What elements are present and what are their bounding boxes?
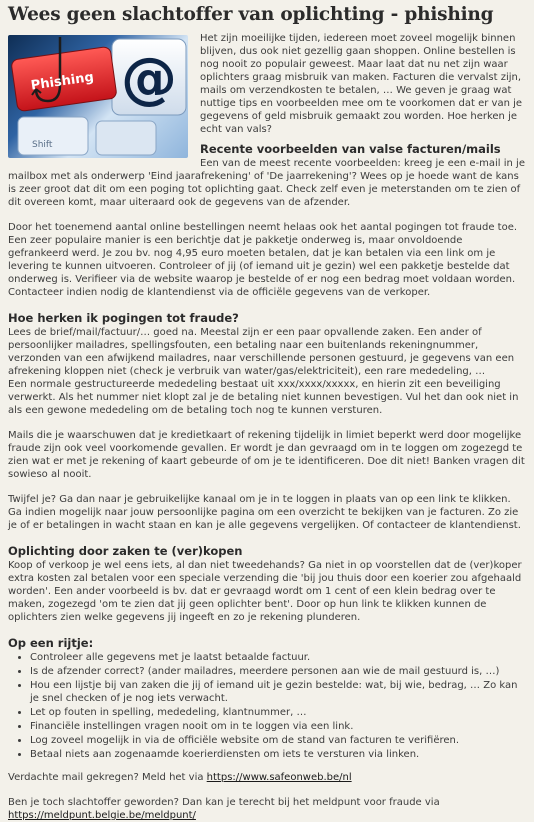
phishing-key-label: Phishing (30, 69, 95, 94)
safeonweb-link[interactable]: https://www.safeonweb.be/nl (206, 772, 352, 783)
intro-paragraph: Het zijn moeilijke tijden, iedereen moet zoveel mogelijk binnen blijven, dus ook niet gezellig gaan shoppen. Online bestellen is nog nooit zo populair geweest. Maar laat dat nu net zijn waar oplichters graag misbruik van maken. Facturen die vervalst zijn, mails om verzendkosten te betalen, … We geven je graag wat nuttige tips en voorbeelden mee om te voorkomen dat er van je gegevens of geld misbruik gemaakt zou worden. Hoe herken je echt van vals? (200, 33, 523, 135)
section-heading: Hoe herken ik pogingen tot fraude? (8, 311, 239, 325)
shift-key-label: Shift (32, 140, 53, 150)
paragraph: Twijfel je? Ga dan naar je gebruikelijke kanaal om je in te loggen in plaats van op een link te klikken. Ga indien mogelijk naar jouw persoonlijke pagina om een overzicht te bekijken van je facturen. Zo zie je of er betalingen in wacht staan en kan je alle gegevens vergelijken. Of contacteer de klantendienst. (8, 494, 521, 531)
intro-block (8, 32, 526, 221)
at-symbol: @ (121, 46, 177, 111)
list-item: • Hou een lijstje bij van zaken die jij of iemand uit je gezin bestelde: wat, bij wie, bedrag, … Zo kan je snel checken of je nog iets verwacht. (30, 679, 526, 705)
list-item: • Controleer alle gegevens met je laatst betaalde factuur. (30, 651, 526, 664)
victim-text: Ben je toch slachtoffer geworden? Dan kan je terecht bij het meldpunt voor fraude via (8, 797, 440, 808)
paragraph: Een van de meest recente voorbeelden: kreeg je een e-mail in je mailbox met als onderwerp 'Eind jaarafrekening' of 'De jaarrekening'? Wees op je hoede want de kans is zeer groot dat dit om een poging tot oplichting gaat. Check zelf even je meterstanden om te zien of dit overeen komt, maar uiteraard ook de gegevens van de afzender. (8, 158, 525, 208)
paragraph: Mails die je waarschuwen dat je kredietkaart of rekening tijdelijk in limiet beperkt werd door mogelijke fraude zijn ook veel voorkomende gevallen. Er wordt je dan gevraagd om in te loggen om zogezegd te zien wat er met je rekening of kaart gebeurde of om je te identificeren. Doe dit niet! Banken vragen dit sowieso al nooit. (8, 430, 525, 480)
tips-list (8, 651, 526, 761)
keyboard-illustration (8, 35, 188, 158)
section-heading: Op een rijtje: (8, 636, 94, 650)
paragraph: Door het toenemend aantal online bestellingen neemt helaas ook het aantal pogingen tot fraude toe. Een zeer populaire manier is een berichtje dat je pakketje onderweg is, maar onvoldoende gefrankeerd werd. Je zou bv. nog 4,95 euro moeten betalen, dat je kan betalen via een link om je levering te kunnen uitvoeren. Controleer of jij (of iemand uit je gezin) wel een pakketje bestelde dat onderweg is. Verifieer via de website waarop je bestelde of er nog een bedrag moet voldaan worden. Contacteer indien nodig de klantendienst via de officiële gegevens van de verkoper. (8, 222, 518, 298)
paragraph: Koop of verkoop je wel eens iets, al dan niet tweedehands? Ga niet in op voorstellen dat de (ver)koper extra kosten zal betalen voor een speciale verzending die 'bij jou thuis door een koerier zou afgehaald worden'. Een ander voorbeeld is bv. dat er gevraagd wordt om 1 cent of een klein bedrag over te maken, zogezegd 'om te zien dat jij geen oplichter bent'. Door op hun link te klikken kunnen de oplichters zien welke gegevens jij ingeeft en zo je rekening plunderen. (8, 560, 522, 623)
list-item: • Is de afzender correct? (ander mailadres, meerdere personen aan wie de mail gestuurd is, …) (30, 665, 526, 678)
list-item: • Let op fouten in spelling, mededeling, klantnummer, … (30, 706, 526, 719)
report-text: Verdachte mail gekregen? Meld het via (8, 772, 207, 783)
report-paragraph (8, 771, 526, 784)
article-image (8, 35, 188, 158)
section-heading: Recente voorbeelden van valse facturen/mails (200, 142, 501, 156)
paragraph: Lees de brief/mail/factuur/… goed na. Meestal zijn er een paar opvallende zaken. Een ander of persoonlijker mailadres, spellingsfouten, een betaling naar een buitenlands rekeningnummer, verzonden van een afwijkend mailadres, naar verschillende personen gestuurd, je gegevens van een afrekening kloppen niet (check je verbruik van water/gas/elektriciteit), een rare mededeling, … (8, 327, 515, 377)
paragraph: Een normale gestructureerde mededeling bestaat uit xxx/xxxx/xxxxx, en hierin zit een beveiliging verwerkt. Als het nummer niet klopt zal je de betaling niet kunnen bevestigen. Vul het dan ook niet in als een gewone mededeling om de betaling toch nog te kunnen versturen. (8, 379, 519, 416)
section-heading: Oplichting door zaken te (ver)kopen (8, 544, 243, 558)
list-item: • Financiële instellingen vragen nooit om in te loggen via een link. (30, 720, 526, 733)
page-title: Wees geen slachtoffer van oplichting - phishing (8, 4, 494, 25)
list-item: • Log zoveel mogelijk in via de officiële website om de stand van facturen te verifiëren. (30, 734, 526, 747)
list-item: • Betaal niets aan zogenaamde koerierdiensten om iets te versturen via linken. (30, 748, 526, 761)
meldpunt-link[interactable]: https://meldpunt.belgie.be/meldpunt/ (8, 810, 196, 821)
